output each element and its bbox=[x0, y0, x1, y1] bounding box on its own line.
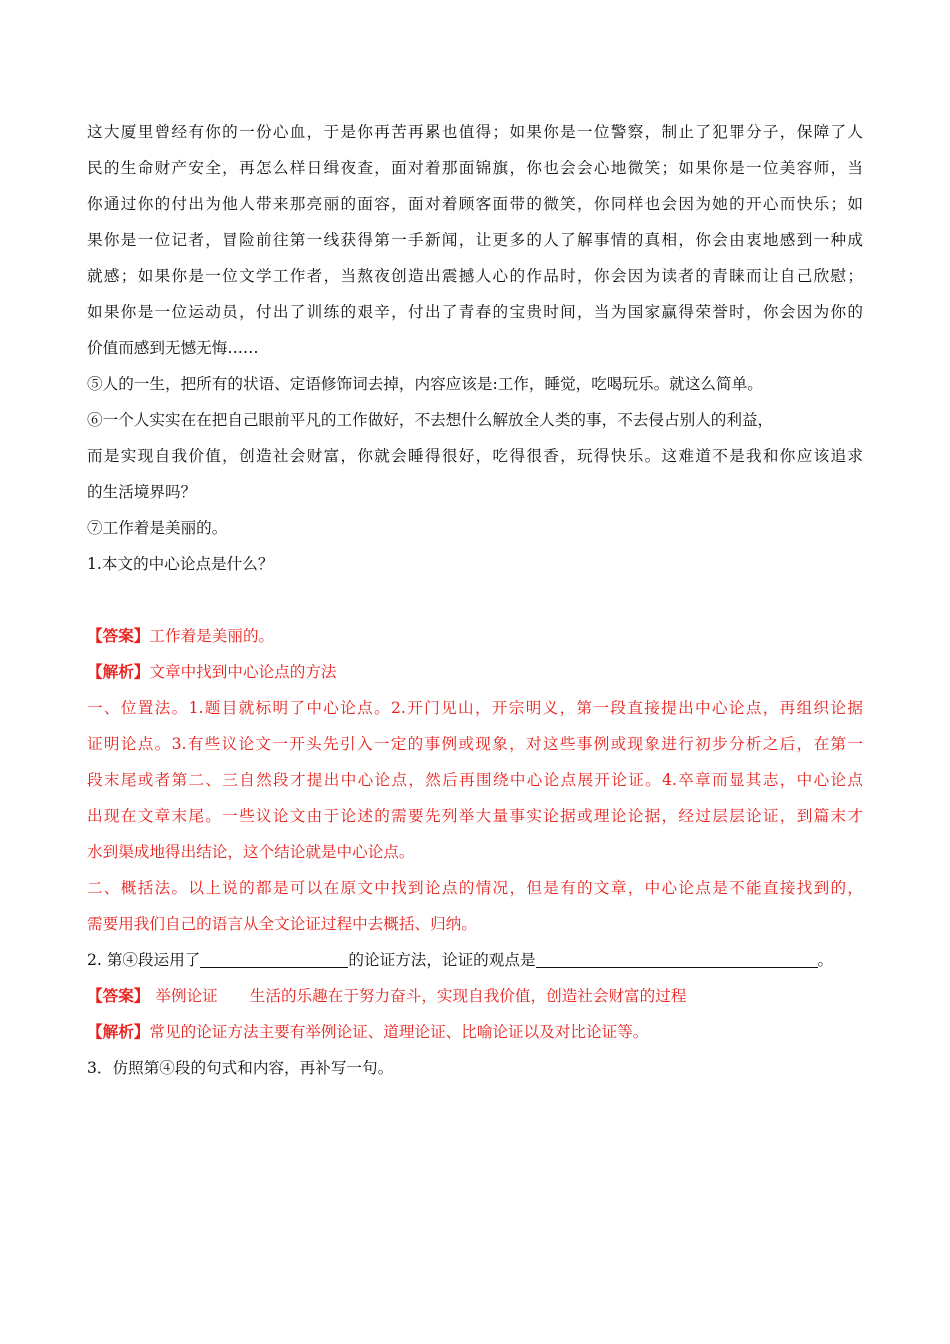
paragraph-line: 价值而感到无憾无悔…… bbox=[87, 339, 259, 357]
method-line: 二、概括法。以上说的都是可以在原文中找到论点的情况，但是有的文章，中心论点是不能直接找到的， bbox=[87, 879, 863, 897]
analysis-text: 常见的论证方法主要有举例论证、道理论证、比喻论证以及对比论证等。 bbox=[149, 1023, 649, 1041]
paragraph-line: 民的生命财产安全，再怎么样日缉夜查，面对着那面锦旗，你也会会心地微笑；如果你是一位美容师，当 bbox=[87, 159, 863, 177]
method-line: 出现在文章末尾。一些议论文由于论述的需要先列举大量事实论据或理论论据，经过层层论证，到篇末才 bbox=[87, 807, 863, 825]
analysis-tag: 【解析】 bbox=[87, 1022, 150, 1041]
answer-tag: 【答案】 bbox=[87, 626, 150, 645]
document-page bbox=[87, 114, 863, 1086]
answer-text: 工作着是美丽的。 bbox=[149, 627, 275, 645]
q1-method-1 bbox=[87, 690, 863, 870]
question-text: 。 bbox=[817, 951, 834, 969]
analysis-tag: 【解析】 bbox=[87, 662, 150, 681]
paragraph-line: 这大厦里曾经有你的一份心血，于是你再苦再累也值得；如果你是一位警察，制止了犯罪分子，保障了人 bbox=[87, 123, 863, 141]
fill-blank-view[interactable] bbox=[536, 949, 818, 968]
question-1: 1.本文的中心论点是什么？ bbox=[87, 555, 274, 573]
paragraph-line: 你通过你的付出为他人带来那亮丽的面容，面对着顾客面带的微笑，你同样也会因为她的开心而快乐；如 bbox=[87, 195, 863, 213]
paragraph-line: 果你是一位记者，冒险前往第一线获得第一手新闻，让更多的人了解事情的真相，你会由衷地感到一种成 bbox=[87, 231, 863, 249]
paragraph-line: 就感；如果你是一位文学工作者，当熬夜创造出震撼人心的作品时，你会因为读者的青睐而让自己欣慰； bbox=[87, 267, 863, 285]
method-line: 需要用我们自己的语言从全文论证过程中去概括、归纳。 bbox=[87, 915, 477, 933]
answer-method: 举例论证 bbox=[155, 987, 218, 1005]
question-text: 的论证方法，论证的观点是 bbox=[348, 951, 536, 969]
answer-tag: 【答案】 bbox=[87, 986, 150, 1005]
question-3: 3．仿照第④段的句式和内容，再补写一句。 bbox=[87, 1059, 394, 1077]
paragraph-line: 如果你是一位运动员，付出了训练的艰辛，付出了青春的宝贵时间，当为国家赢得荣誉时，你会因为你的 bbox=[87, 303, 863, 321]
method-line: 一、位置法。1.题目就标明了中心论点。2.开门见山，开宗明义，第一段直接提出中心论点，再组织论据 bbox=[87, 699, 863, 717]
question-2 bbox=[87, 942, 863, 978]
q2-analysis bbox=[87, 1014, 863, 1050]
paragraph-6 bbox=[87, 402, 863, 510]
method-line: 证明论点。3.有些议论文一开头先引入一定的事例或现象，对这些事例或现象进行初步分析之后，在第一 bbox=[87, 735, 863, 753]
question-text: 2. 第④段运用了 bbox=[87, 951, 201, 969]
paragraph-line: 的生活境界吗？ bbox=[87, 483, 197, 501]
paragraph-7: ⑦工作着是美丽的。 bbox=[87, 519, 228, 537]
paragraph-5: ⑤人的一生，把所有的状语、定语修饰词去掉，内容应该是:工作，睡觉，吃喝玩乐。就这么简单。 bbox=[87, 375, 763, 393]
method-line: 段末尾或者第二、三自然段才提出中心论点，然后再围绕中心论点展开论证。4.卒章而显其志，中心论点 bbox=[87, 771, 863, 789]
analysis-text: 文章中找到中心论点的方法 bbox=[149, 663, 337, 681]
q2-answer bbox=[87, 978, 863, 1014]
paragraph-line: ⑥一个人实实在在把自己眼前平凡的工作做好，不去想什么解放全人类的事，不去侵占别人的利益， bbox=[87, 411, 774, 429]
q1-answer bbox=[87, 618, 863, 654]
fill-blank-method[interactable] bbox=[200, 949, 348, 968]
q1-analysis bbox=[87, 654, 863, 690]
paragraph-line: 而是实现自我价值，创造社会财富，你就会睡得很好，吃得很香，玩得快乐。这难道不是我和你应该追求 bbox=[87, 447, 863, 465]
q1-method-2 bbox=[87, 870, 863, 942]
answer-space bbox=[87, 582, 863, 618]
method-line: 水到渠成地得出结论，这个结论就是中心论点。 bbox=[87, 843, 415, 861]
answer-view: 生活的乐趣在于努力奋斗，实现自我价值，创造社会财富的过程 bbox=[249, 987, 687, 1005]
paragraph-4 bbox=[87, 114, 863, 366]
